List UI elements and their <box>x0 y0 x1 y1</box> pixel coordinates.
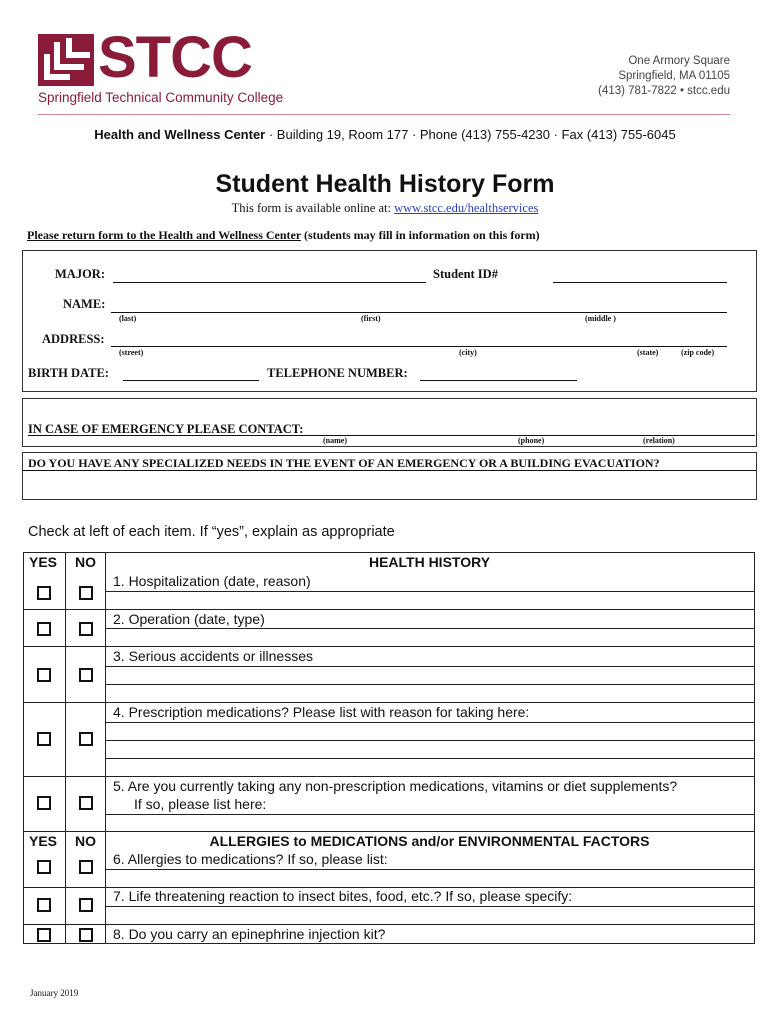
college-name: Springfield Technical Community College <box>38 90 284 105</box>
q8-no-checkbox[interactable] <box>79 928 93 942</box>
name-field[interactable] <box>111 312 727 313</box>
q3-yes-checkbox[interactable] <box>37 668 51 682</box>
address-line: One Armory Square <box>628 55 730 67</box>
college-address <box>598 54 730 99</box>
emergency-contact-box <box>22 398 757 447</box>
question-4: 4. Prescription medications? Please list with reason for taking here: <box>113 704 530 720</box>
q4-no-checkbox[interactable] <box>79 732 93 746</box>
answer-line <box>105 591 755 592</box>
question-1: 1. Hospitalization (date, reason) <box>113 573 311 589</box>
answer-line <box>105 666 755 667</box>
address-line: Springfield, MA 01105 <box>618 70 730 82</box>
student-id-field[interactable] <box>553 282 727 283</box>
special-needs-field[interactable] <box>23 470 756 471</box>
address-line: (413) 781-7822 • stcc.edu <box>598 85 730 97</box>
birth-date-label: BIRTH DATE: <box>28 366 109 380</box>
telephone-label: TELEPHONE NUMBER: <box>267 366 408 380</box>
question-5-followup: If so, please list here: <box>134 796 267 812</box>
answer-line <box>105 758 755 759</box>
answer-line <box>105 814 755 815</box>
check-instructions: Check at left of each item. If “yes”, explain as appropriate <box>28 524 395 540</box>
health-history-title: HEALTH HISTORY <box>368 554 491 570</box>
question-6: 6. Allergies to medications? If so, please list: <box>113 851 388 867</box>
question-8: 8. Do you carry an epinephrine injection kit? <box>113 926 386 942</box>
student-id-label: Student ID# <box>433 267 498 281</box>
question-7: 7. Life threatening reaction to insect bites, food, etc.? If so, please specify: <box>113 888 573 904</box>
center-details: · Building 19, Room 177 · Phone (413) 755-4230 · Fax (413) 755-6045 <box>265 127 676 142</box>
table-divider-no-item <box>105 552 106 944</box>
address-sub-zip: (zip code) <box>681 348 715 357</box>
q8-yes-checkbox[interactable] <box>37 928 51 942</box>
question-3: 3. Serious accidents or illnesses <box>113 648 313 664</box>
q5-no-checkbox[interactable] <box>79 796 93 810</box>
major-label: MAJOR: <box>55 267 105 281</box>
answer-line <box>105 684 755 685</box>
name-sub-last: (last) <box>119 314 137 323</box>
q6-no-checkbox[interactable] <box>79 860 93 874</box>
q1-no-checkbox[interactable] <box>79 586 93 600</box>
row-divider <box>23 831 755 832</box>
emergency-sub-relation: (relation) <box>643 436 675 445</box>
online-prefix: This form is available online at: <box>231 201 395 215</box>
address-sub-city: (city) <box>459 348 477 357</box>
form-title: Student Health History Form <box>215 170 555 198</box>
row-divider <box>23 702 755 703</box>
name-label: NAME: <box>63 297 106 311</box>
address-sub-street: (street) <box>119 348 144 357</box>
yes-header: YES <box>29 554 58 570</box>
telephone-field[interactable] <box>420 380 577 381</box>
return-note <box>27 228 540 243</box>
emergency-sub-phone: (phone) <box>518 436 545 445</box>
table-border-left <box>23 552 24 944</box>
name-sub-middle: (middle ) <box>585 314 616 323</box>
q2-no-checkbox[interactable] <box>79 622 93 636</box>
allergies-title: ALLERGIES to MEDICATIONS and/or ENVIRONMENTAL FACTORS <box>209 833 650 849</box>
row-divider <box>23 924 755 925</box>
center-name: Health and Wellness Center <box>94 127 266 142</box>
q6-yes-checkbox[interactable] <box>37 860 51 874</box>
special-needs-question: DO YOU HAVE ANY SPECIALIZED NEEDS IN THE EVENT OF AN EMERGENCY OR A BUILDING EVACUATION? <box>28 456 660 470</box>
row-divider <box>23 609 755 610</box>
table-top-border <box>23 552 755 553</box>
row-divider <box>23 646 755 647</box>
stcc-logo-mark-icon <box>38 34 94 86</box>
address-label: ADDRESS: <box>42 332 105 346</box>
stcc-logo <box>38 25 284 112</box>
q3-no-checkbox[interactable] <box>79 668 93 682</box>
health-history-table <box>23 552 755 944</box>
row-divider <box>23 776 755 777</box>
special-needs-box <box>22 452 757 500</box>
no-header: NO <box>75 554 96 570</box>
answer-line <box>105 722 755 723</box>
address-sub-state: (state) <box>637 348 659 357</box>
q7-yes-checkbox[interactable] <box>37 898 51 912</box>
name-sub-first: (first) <box>361 314 381 323</box>
answer-line <box>105 869 755 870</box>
q1-yes-checkbox[interactable] <box>37 586 51 600</box>
answer-line <box>105 628 755 629</box>
emergency-label: IN CASE OF EMERGENCY PLEASE CONTACT: <box>28 422 304 436</box>
yes-header-2: YES <box>29 833 58 849</box>
emergency-sub-name: (name) <box>323 436 347 445</box>
table-bottom-border <box>23 943 755 944</box>
address-field[interactable] <box>111 346 727 347</box>
table-border-right <box>754 552 755 944</box>
healthservices-link[interactable]: www.stcc.edu/healthservices <box>394 201 539 215</box>
major-field[interactable] <box>113 282 426 283</box>
q4-yes-checkbox[interactable] <box>37 732 51 746</box>
return-note-rest: (students may fill in information on this form) <box>300 228 540 242</box>
return-note-underlined: Please return form to the Health and Wellness Center <box>27 228 301 242</box>
answer-line <box>105 906 755 907</box>
no-header-2: NO <box>75 833 96 849</box>
q2-yes-checkbox[interactable] <box>37 622 51 636</box>
header-divider <box>38 114 730 115</box>
birth-date-field[interactable] <box>123 380 259 381</box>
center-contact-line <box>0 127 770 142</box>
online-note <box>0 201 770 216</box>
revision-date: January 2019 <box>30 988 79 998</box>
table-divider-yes-no <box>65 552 66 944</box>
question-5: 5. Are you currently taking any non-prescription medications, vitamins or diet supplements? <box>113 778 678 794</box>
logo-wordmark: STCC <box>98 25 252 90</box>
q7-no-checkbox[interactable] <box>79 898 93 912</box>
q5-yes-checkbox[interactable] <box>37 796 51 810</box>
student-info-box <box>22 250 757 392</box>
question-2: 2. Operation (date, type) <box>113 611 265 627</box>
answer-line <box>105 740 755 741</box>
